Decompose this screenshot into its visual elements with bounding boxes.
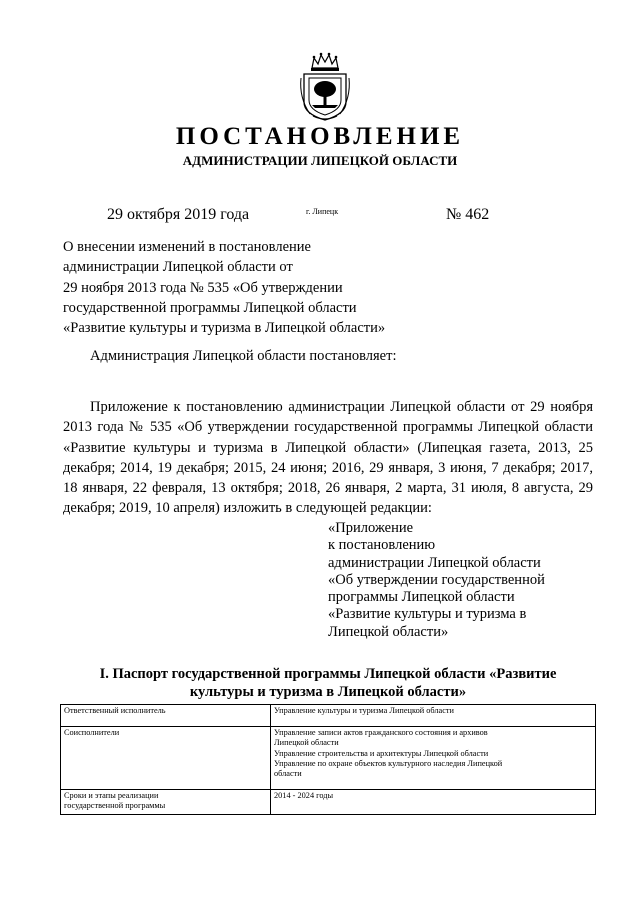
subject-line: государственной программы Липецкой области: [63, 299, 357, 316]
appendix-line: «Развитие культуры и туризма в: [328, 606, 527, 623]
value-line: Управление строительства и архитектуры Липецкой области: [274, 748, 489, 758]
appendix-line: «Об утверждении государственной: [328, 571, 545, 588]
document-number: № 462: [446, 206, 490, 223]
label-line: Сроки и этапы реализации: [64, 791, 159, 800]
issuing-authority: АДМИНИСТРАЦИИ ЛИПЕЦКОЙ ОБЛАСТИ: [182, 153, 458, 168]
subject-line: 29 ноября 2013 года № 535 «Об утверждении: [63, 279, 343, 296]
label-line: государственной программы: [64, 801, 166, 811]
table-row: [61, 790, 596, 815]
passport-heading-line: I. Паспорт государственной программы Липецкой области «Развитие: [99, 666, 557, 682]
document-title: ПОСТАНОВЛЕНИЕ: [175, 123, 465, 150]
document-date: 29 октября 2019 года: [107, 206, 250, 223]
value-line: Управление записи актов гражданского состояния и архивов: [274, 728, 488, 737]
row-value: [271, 790, 596, 815]
value-line: области: [274, 769, 302, 779]
table-row: [61, 727, 596, 790]
row-value: [271, 705, 596, 727]
passport-heading-line: культуры и туризма в Липецкой области»: [189, 683, 467, 700]
appendix-line: Липецкой области»: [328, 623, 449, 640]
document-subject: [63, 237, 385, 338]
document-city: г. Липецк: [306, 207, 339, 216]
table-row: [61, 705, 596, 727]
value-line: Липецкой области: [274, 738, 339, 748]
value-line: Управление по охране объектов культурного наследия Липецкой: [274, 758, 503, 768]
decree-statement: Администрация Липецкой области постановляет:: [90, 348, 397, 364]
appendix-line: программы Липецкой области: [328, 589, 515, 606]
appendix-line: «Приложение: [328, 520, 414, 536]
row-label: Соисполнители: [61, 727, 271, 790]
value-line: Управление культуры и туризма Липецкой области: [274, 706, 454, 715]
row-value: [271, 727, 596, 790]
body-paragraph: Приложение к постановлению администрации Липецкой области от 29 ноября 2013 года № 535 «Об утверждении государственной программы Липецкой области «Развитие культуры и туризма в Липецкой области» (Липецкая газета, 2013, 25 декабря; 2014, 19 декабря; 2015, 24 июня; 2016, 29 января, 3 июня, 7 декабря; 2017, 18 января, 22 февраля, 13 октября; 2018, 26 января, 2 марта, 31 июля, 8 августа, 29 декабря; 2019, 10 апреля) изложить в следующей редакции:: [63, 399, 593, 517]
appendix-reference: [328, 520, 545, 641]
subject-line: администрации Липецкой области от: [63, 259, 293, 276]
subject-line: О внесении изменений в постановление: [63, 239, 311, 255]
coat-of-arms-icon: [298, 50, 352, 122]
row-label: Ответственный исполнитель: [61, 705, 271, 727]
appendix-line: администрации Липецкой области: [328, 554, 541, 571]
row-label: [61, 790, 271, 815]
subject-line: «Развитие культуры и туризма в Липецкой области»: [63, 320, 386, 337]
passport-heading: [63, 666, 593, 701]
appendix-line: к постановлению: [328, 537, 436, 554]
passport-table: [60, 704, 596, 815]
value-line: 2014 - 2024 годы: [274, 791, 334, 800]
